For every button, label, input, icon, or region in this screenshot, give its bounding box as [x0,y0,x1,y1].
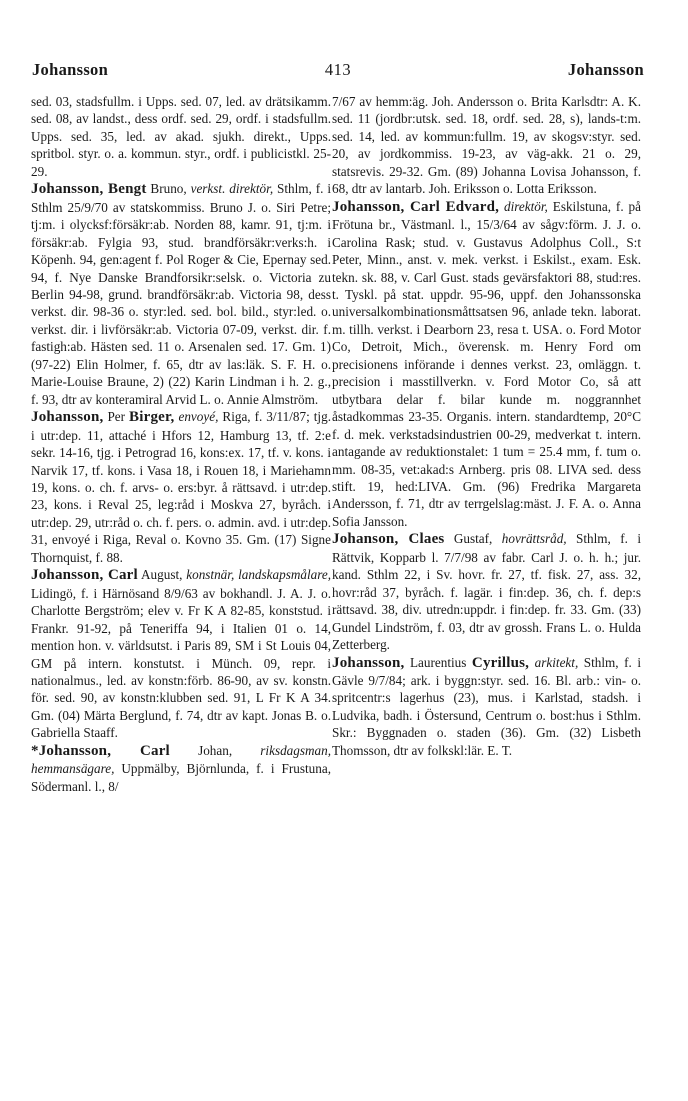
running-head-left: Johansson [32,60,109,79]
entry-text: August, [137,567,187,583]
entry-text: Sthlm, f. i Gävle 9/7/84; ark. i byggn:styr. sed. 16. Bl. arb.: vin- o. spritcentr:s lagerhus (23), mus. i Karlstad, stadsh. i Ludvika, badh. i Östersund, Centrum o. bost:hus i Sthlm. Skr.: Byggnaden o. staden (36). Gm. (32) Lisbeth Thomsson, dtr av folkskl:lär. E. T. [332,654,641,758]
biography-entry [332,198,641,531]
entry-name: Johansson, [31,409,104,426]
entry-name: Johansson, Bengt [31,181,147,198]
entry-name: Johansson, Carl [31,567,138,584]
biography-entry [31,408,331,566]
entry-title: konstnär, landskapsmålare, [186,567,331,583]
entry-text: Sthlm, f. i Sthlm 25/9/70 av statskommiss. Bruno J. o. Siri Petre; tj:m. i olycksf:försäkr:ab. Norden 88, kamr. 91, tj:m. i försäkr:ab. Fylgia 93, stud. brandförsäkr:verks:h. i Köpenh. 94, gen:agent f. Pol Roger & Cie, Epernay sed. 94, f. Nye Danske Brandforsikr:selsk. o. Victoria zu Berlin 94-98, grund. brandförsäkr:ab. Victoria 98, dess verkst. dir. 98-36 o. styr:led. sed. bol. bild., styr:led. o. verkst. dir. i livförsäkr:ab. Victoria 07-09, verkst. dir. f. fastigh:ab. Hästen sed. 11 o. Arsenalen sed. 17. Gm. 1) (97-22) Elin Holmer, f. 65, dtr av las:läk. S. F. H. o. Marie-Louise Braune, 2) (22) Karin Lindman i h. 2. g., f. 93, dtr av konteramiral Arvid L. o. Annie Almström. [31,181,331,407]
entry-name: Cyrillus, [471,654,530,671]
entry-text: Gustaf, [444,531,502,547]
entry-name: Johanson, Claes [332,531,445,548]
entry-name: Birger, [129,409,175,426]
entry-text: Johan, [169,742,261,758]
entry-text: Uppmälby, Björnlunda, f. i Frustuna, Södermanl. l., 8/ [31,761,331,794]
entry-title: hovrättsråd, [501,531,567,547]
left-column [31,93,331,795]
biography-entry [332,530,641,653]
page-number: 413 [324,60,352,79]
entry-text: Per [103,409,130,425]
entry-text: Laurentius [404,654,472,670]
biography-entry [332,654,641,760]
entry-name: *Johansson, Carl [31,742,170,759]
entry-text: Sthlm, f. i Rättvik, Kopparb l. 7/7/98 av fabr. Carl J. o. h. h.; jur. kand. Sthlm 22, i Sv. hovr. fr. 27, tf. fisk. 27, ass. 32, hovr:råd 37, byråch. f. lagär. i fin:dep. 36, ch. f. dep:s rättsavd. 38, div. utredn:uppdr. i fin:dep. fr. 33. Gm. (33) Gundel Lindström, f. 03, dtr av grossh. Frans L. o. Hulda Zetterberg. [332,531,641,653]
page-header [32,60,644,86]
biography-entry [31,566,331,742]
entry-text: 7/67 av hemm:äg. Joh. Andersson o. Brita Karlsdtr: A. K. sed. 11 (jordbr:utsk. sed. 18, ordf. sed. 28, s), lands-t:m. sed. 14, led. av kommun:fullm. 19, av skogsv:styr. sed. 20, av jordkommiss. 19-23, av väg-akk. 21 o. 29, statsrevis. 29-32. Gm. (89) Johanna Lovisa Johansson, f. 68, dtr av lantarb. Joh. Eriksson o. Lotta Eriksson. [332,94,641,197]
entry-title: verkst. direktör, [190,181,274,197]
entry-text: Lidingö, f. i Härnösand 8/9/63 av bokhandl. J. A. J. o. Charlotte Bergström; elev v. Fr K A 82-85, konststud. i Frankr. 91-92, på Teneriffa 94, i Italien 01 o. 14, mention hon. v. världsutst. i Paris 89, SM i St Louis 04, GM på intern. konstutst. i Münch. 09, repr. i nationalmus., led. av konstn:förb. 86-90, av sv. konstn. för. sed. 90, av konstn:klubben sed. 91, L Fr K A 34. Gm. (04) Märta Berglund, f. 74, dtr av kapt. Jonas B. o. Gabriella Staaff. [31,585,331,741]
biography-entry [332,93,641,198]
entry-title: envoyé, [178,409,219,425]
biography-entry [31,180,331,408]
biography-entry [31,742,331,795]
entry-text: Bruno, [146,181,191,197]
entry-text: Eskilstuna, f. på Frötuna br., Västmanl. l., 15/3/64 av sågv:förm. J. J. o. Carolina Rask; stud. v. Gustavus Adolphus Coll., S:t Peter, Minn., anst. v. mek. verkst. i Eskilst., exam. Esk. tekn. sk. 88, v. Carl Gust. stads gevärsfaktori 88, stud:res. t. Tyskl. på stat. uppdr. 95-96, uppf. den Johanssonska universalkombinationsmåttsatsen 96, anlade tekn. laborat. m. tillh. verkst. i Dearborn 23, resa t. USA. o. Ford Motor Co, Detroit, Mich., överensk. m. Henry Ford om precisionens införande i dennes verkst. 23, omläggn. t. precision i masstillverkn. v. Ford Motor Co, så att utbytbara delar f. bilar kunde m. noggrannhet åstadkommas 23-35. Organis. intern. standardtemp, 20°C f. d. mek. verkstadsindustrien 00-29, medverkat t. intern. antagande av reduktionstalet: 1 tum = 25.4 mm, f. tum o. mm. 08-35, vet:akad:s Arnberg. pris 08. LIVA sed. dess stift. 19, hed:LIVA. Gm. (96) Fredrika Margareta Andersson, f. 71, dtr av terrgelslag:mäst. J. F. A. o. Anna Sofia Jansson. [332,198,641,529]
entry-text: sed. 03, stadsfullm. i Upps. sed. 07, led. av drätsikamm. sed. 08, av landst., dess ordf. sed. 29, ordf. i stadsfullm. Upps. sed. 35, led. av akad. sjukh. direkt., Upps. spritbol. styr. o. a. kommun. styr., ordf. i publicistkl. 25-29. [31,94,331,179]
running-head-right: Johansson [567,60,644,79]
entry-title: direktör, [504,198,548,214]
entry-name: Johansson, [332,654,405,671]
right-column [332,93,641,759]
entry-name: Johansson, Carl Edvard, [332,198,500,215]
entry-text: Riga, f. 3/11/87; tjg. i utr:dep. 11, attaché i Hfors 12, Hamburg 13, tf. 2:e sekr. 14-16, tjg. i Petrograd 16, kons:ex. 17, tf. v. kons. i Narvik 17, tf. kons. i Vasa 18, i Rouen 18, i Mariehamn 19, kons. o. ch. f. arvs- o. ers:byr. å rättsavd. i utr:dep. 23, kons. i Reval 25, leg:råd i Moskva 27, byråch. i utr:dep. 29, utr:råd o. ch. f. pers. o. admin. avd. i utr:dep. 31, envoyé i Riga, Reval o. Kovno 35. Gm. (17) Signe Thornquist, f. 88. [31,409,331,565]
entry-title: arkitekt, [534,654,579,670]
biography-entry [31,93,331,180]
entry-title: riksdagsman, hemmansägare, [31,742,331,777]
